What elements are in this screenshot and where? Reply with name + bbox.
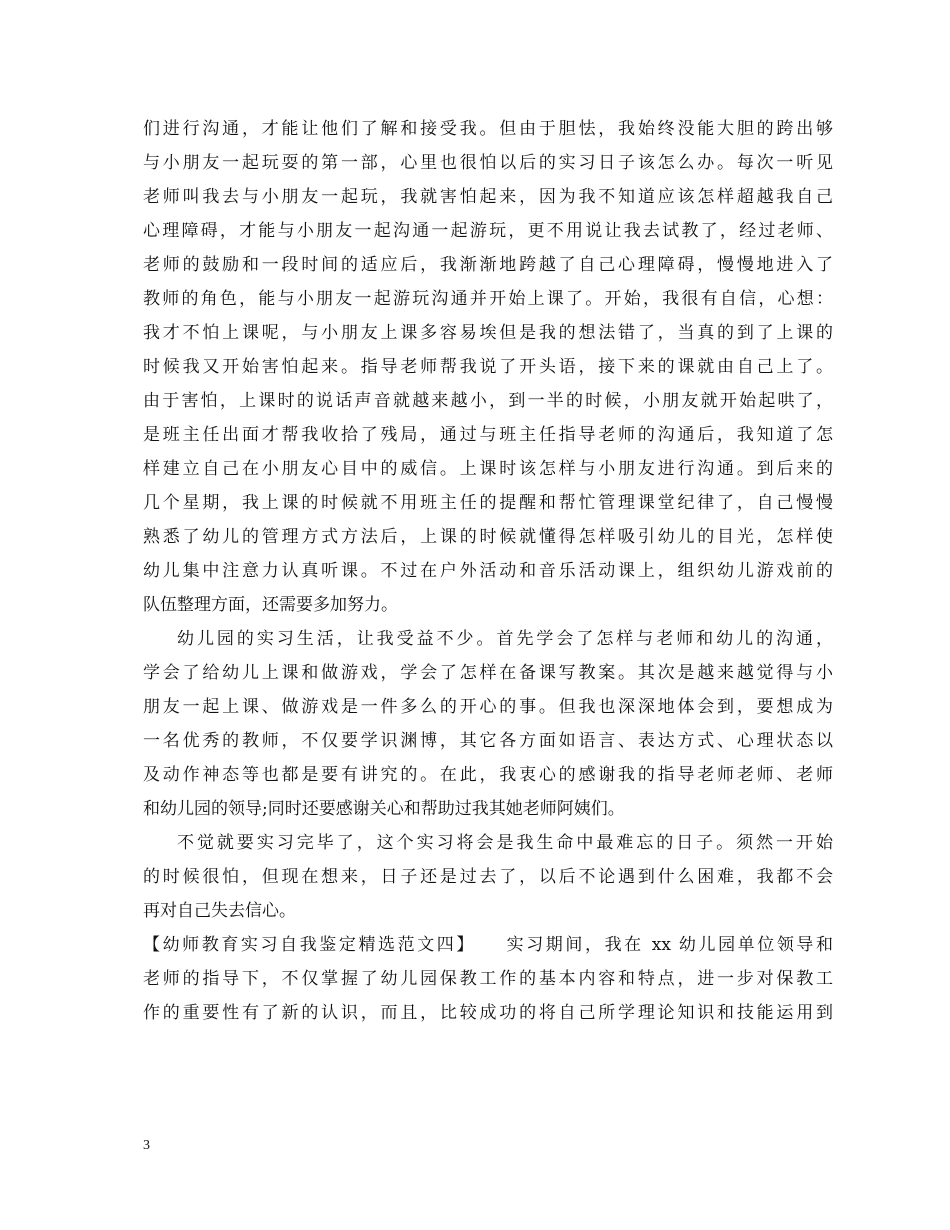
paragraph-start-line: 不觉就要实习完毕了，这个实习将会是我生命中最难忘的日子。须然一开始 <box>177 833 833 853</box>
text-line: 时候我又开始害怕起来。指导老师帮我说了开头语，接下来的课就由自己上了。 <box>143 357 833 377</box>
paragraph-end-line: 和幼儿园的领导;同时还要感谢关心和帮助过我其她老师阿姨们。 <box>143 799 625 819</box>
text-line: 熟悉了幼儿的管理方式方法后，上课的时候就懂得怎样吸引幼儿的目光，怎样使 <box>143 527 833 547</box>
text-line: 老师叫我去与小朋友一起玩，我就害怕起来，因为我不知道应该怎样超越我自己 <box>143 187 833 207</box>
body-text <box>143 112 833 1030</box>
paragraph-end-line: 再对自己失去信心。 <box>143 901 296 921</box>
section-heading-line: 【幼师教育实习自我鉴定精选范文四】 实习期间，我在 xx 幼儿园单位领导和 <box>143 935 833 955</box>
text-line: 的时候很怕，但现在想来，日子还是过去了，以后不论遇到什么困难，我都不会 <box>143 867 833 887</box>
text-line: 幼儿集中注意力认真听课。不过在户外活动和音乐活动课上，组织幼儿游戏前的 <box>143 561 833 581</box>
page-number: 3 <box>143 1138 150 1153</box>
text-line: 与小朋友一起玩耍的第一部，心里也很怕以后的实习日子该怎么办。每次一听见 <box>143 153 833 173</box>
text-line: 是班主任出面才帮我收拾了残局，通过与班主任指导老师的沟通后，我知道了怎 <box>143 425 833 445</box>
text-line: 老师的鼓励和一段时间的适应后，我渐渐地跨越了自己心理障碍，慢慢地进入了 <box>143 255 833 275</box>
text-line: 教师的角色，能与小朋友一起游玩沟通并开始上课了。开始，我很有自信，心想： <box>143 289 833 309</box>
text-line: 老师的指导下，不仅掌握了幼儿园保教工作的基本内容和特点，进一步对保教工 <box>143 969 833 989</box>
text-line: 由于害怕，上课时的说话声音就越来越小，到一半的时候，小朋友就开始起哄了， <box>143 391 833 411</box>
text-line: 样建立自己在小朋友心目中的威信。上课时该怎样与小朋友进行沟通。到后来的 <box>143 459 833 479</box>
paragraph-end-line: 队伍整理方面，还需要多加努力。 <box>143 595 398 615</box>
text-line: 心理障碍，才能与小朋友一起沟通一起游玩，更不用说让我去试教了，经过老师、 <box>143 221 833 241</box>
text-line: 们进行沟通，才能让他们了解和接受我。但由于胆怯，我始终没能大胆的跨出够 <box>143 119 833 139</box>
text-line: 学会了给幼儿上课和做游戏，学会了怎样在备课写教案。其次是越来越觉得与小 <box>143 663 833 683</box>
text-line: 及动作神态等也都是要有讲究的。在此，我衷心的感谢我的指导老师老师、老师 <box>143 765 833 785</box>
text-line: 作的重要性有了新的认识，而且，比较成功的将自己所学理论知识和技能运用到 <box>143 1003 833 1023</box>
text-line: 我才不怕上课呢，与小朋友上课多容易埃但是我的想法错了，当真的到了上课的 <box>143 323 833 343</box>
paragraph-start-line: 幼儿园的实习生活，让我受益不少。首先学会了怎样与老师和幼儿的沟通， <box>177 629 833 649</box>
text-line: 朋友一起上课、做游戏是一件多么的开心的事。但我也深深地体会到，要想成为 <box>143 697 833 717</box>
text-line: 几个星期，我上课的时候就不用班主任的提醒和帮忙管理课堂纪律了，自己慢慢 <box>143 493 833 513</box>
text-line: 一名优秀的教师，不仅要学识渊博，其它各方面如语言、表达方式、心理状态以 <box>143 731 833 751</box>
